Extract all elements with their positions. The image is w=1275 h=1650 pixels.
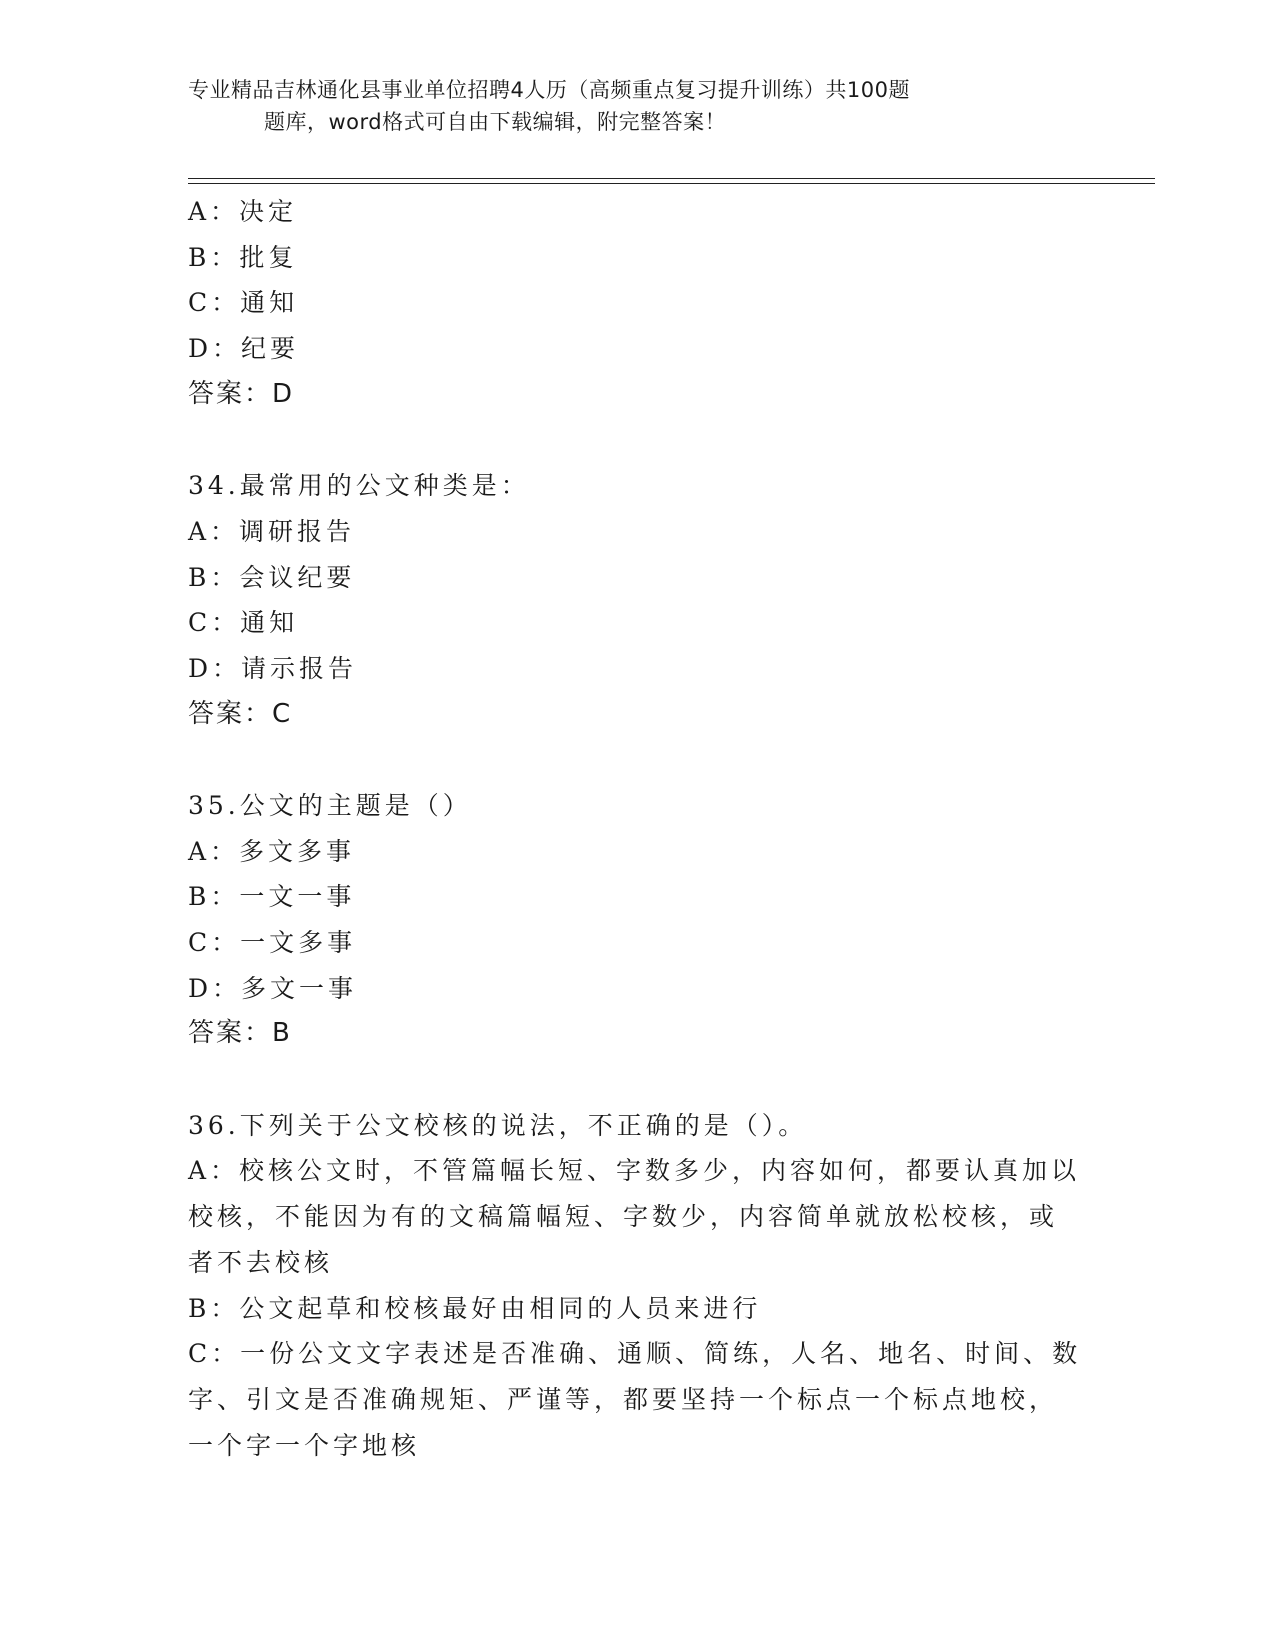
option-b: B：批复 xyxy=(188,242,298,272)
q36-option-b: B：公文起草和校核最好由相同的人员来进行 xyxy=(188,1293,762,1323)
spacer xyxy=(188,417,1088,463)
header-rule-top xyxy=(188,178,1155,179)
q34-option-a: A：调研报告 xyxy=(188,516,356,546)
q36-option-a-line-3: 者不去校核 xyxy=(188,1247,334,1277)
q34-answer: 答案：C xyxy=(188,698,293,729)
q36-option-a-line-2: 校核，不能因为有的文稿篇幅短、字数少，内容简单就放松校核，或 xyxy=(188,1202,1059,1232)
option-c: C：通知 xyxy=(188,288,299,318)
question-36-stem: 36.下列关于公文校核的说法，不正确的是（）。 xyxy=(188,1110,808,1140)
q34-option-c: C：通知 xyxy=(188,608,299,638)
q34-option-d: D：请示报告 xyxy=(188,653,358,683)
q36-option-c-line-2: 字、引文是否准确规矩、严谨等，都要坚持一个标点一个标点地校， xyxy=(188,1384,1059,1414)
q35-option-c: C：一文多事 xyxy=(188,928,357,957)
q36-option-c-line-1: C：一份公文文字表述是否准确、通顺、简练，人名、地名、时间、数 xyxy=(188,1339,1082,1369)
answer-line: 答案：D xyxy=(188,378,295,409)
q34-option-b: B：会议纪要 xyxy=(188,562,356,592)
header-title-line-1: 专业精品吉林通化县事业单位招聘4人历（高频重点复习提升训练）共100题 xyxy=(188,78,910,102)
q35-answer: 答案：B xyxy=(188,1018,292,1049)
question-content xyxy=(188,189,1088,1468)
q36-option-c-line-3: 一个字一个字地核 xyxy=(188,1430,421,1460)
option-a: A：决定 xyxy=(188,197,298,226)
document-header xyxy=(188,74,1068,138)
spacer xyxy=(188,1057,1088,1103)
header-title-line-2: 题库，word格式可自由下载编辑，附完整答案！ xyxy=(264,110,727,134)
spacer xyxy=(188,737,1088,783)
question-35-stem: 35.公文的主题是（） xyxy=(188,790,472,820)
question-34-stem: 34.最常用的公文种类是： xyxy=(188,471,530,501)
q35-option-b: B：一文一事 xyxy=(188,882,356,912)
header-rule-bottom xyxy=(188,183,1155,184)
q35-option-a: A：多文多事 xyxy=(188,836,356,866)
q36-option-a-line-1: A：校核公文时，不管篇幅长短、字数多少，内容如何，都要认真加以 xyxy=(188,1156,1081,1186)
option-d: D：纪要 xyxy=(188,334,300,364)
q35-option-d: D：多文一事 xyxy=(188,973,358,1003)
